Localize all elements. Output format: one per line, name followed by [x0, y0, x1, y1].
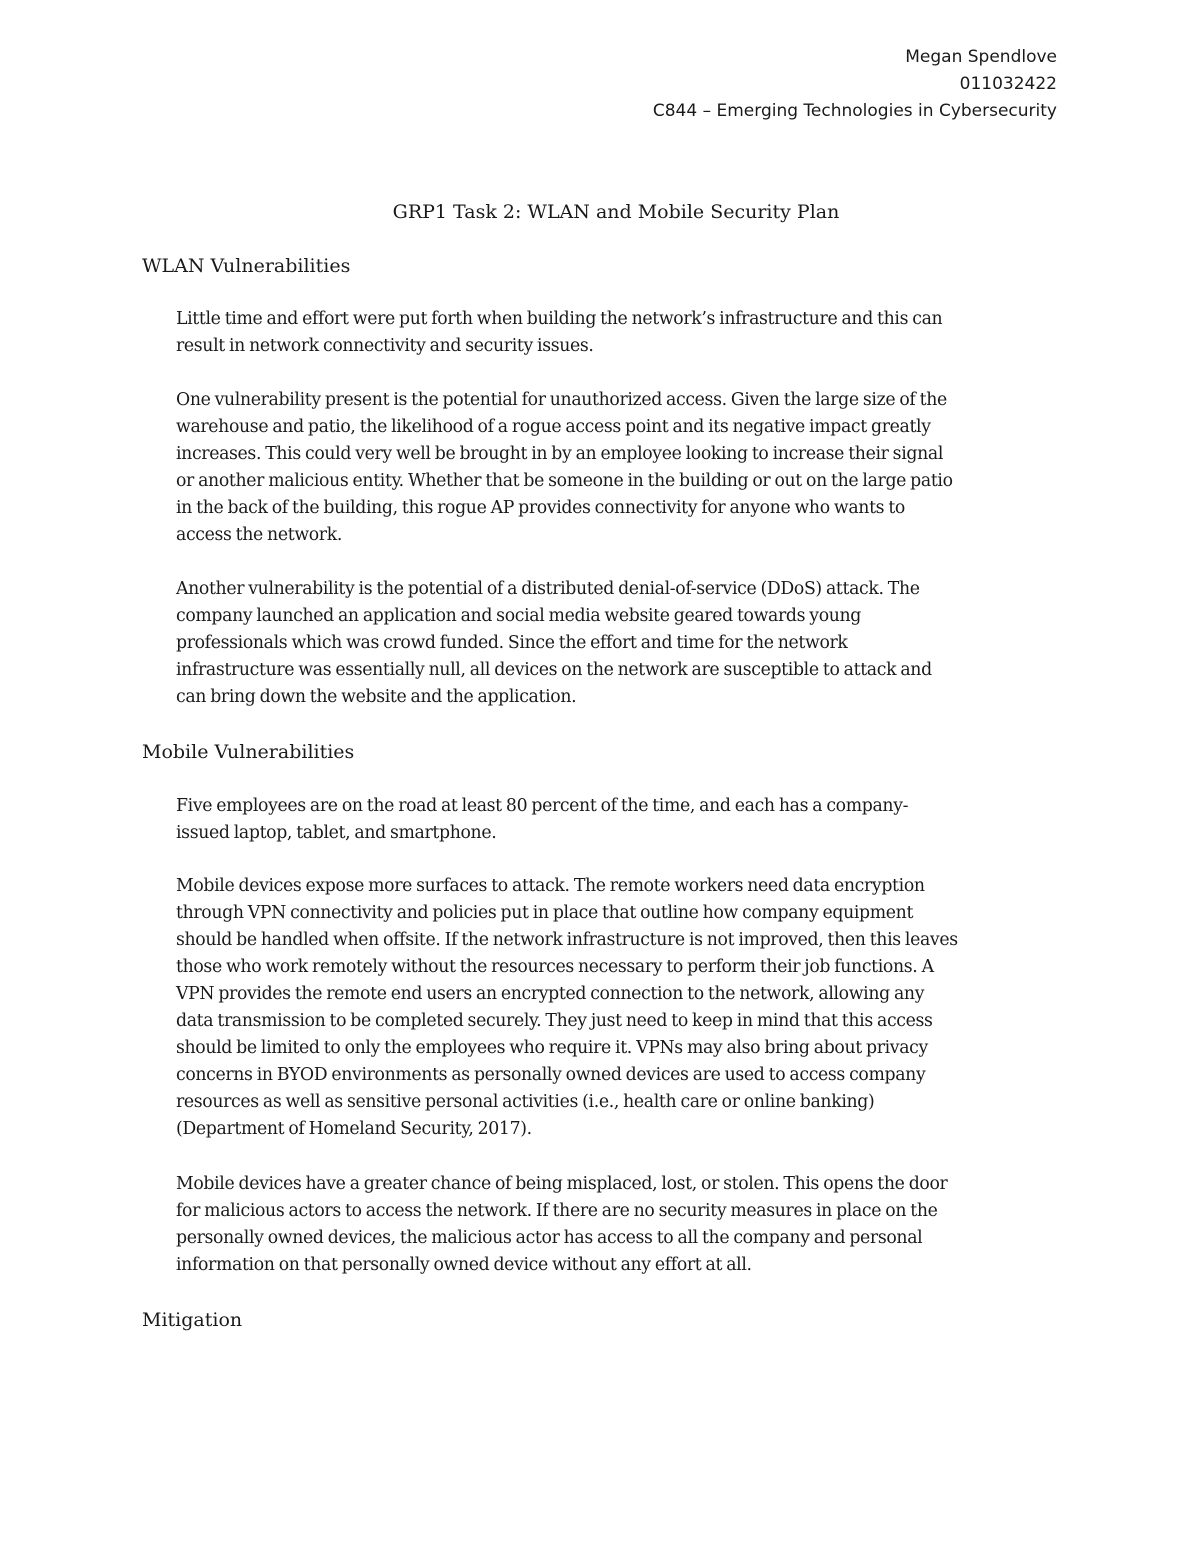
paragraph-line: access the network.: [176, 525, 342, 545]
paragraph-line: or another malicious entity. Whether that be someone in the building or out on the large patio: [176, 471, 953, 491]
paragraph-line: infrastructure was essentially null, all devices on the network are susceptible to attack and: [176, 660, 932, 680]
paragraph: [176, 576, 1076, 711]
paragraph-line: Another vulnerability is the potential of a distributed denial-of-service (DDoS) attack. The: [176, 579, 920, 599]
section-heading-mobile-vulnerabilities: Mobile Vulnerabilities: [142, 741, 355, 763]
paragraph-line: Little time and effort were put forth when building the network’s infrastructure and this can: [176, 309, 943, 329]
paragraph-line: those who work remotely without the resources necessary to perform their job functions. A: [176, 957, 934, 977]
course-name: C844 – Emerging Technologies in Cybersecurity: [652, 101, 1057, 121]
paragraph-line: increases. This could very well be brought in by an employee looking to increase their signal: [176, 444, 943, 464]
paragraph-line: issued laptop, tablet, and smartphone.: [176, 823, 497, 843]
paragraph-line: data transmission to be completed securely. They just need to keep in mind that this access: [176, 1011, 933, 1031]
section-heading-mitigation: Mitigation: [142, 1309, 243, 1331]
paragraph-line: result in network connectivity and security issues.: [176, 336, 594, 356]
section-heading-wlan-vulnerabilities: WLAN Vulnerabilities: [142, 255, 351, 277]
paragraph-line: should be handled when offsite. If the network infrastructure is not improved, then this leaves: [176, 930, 958, 950]
paragraph-line: can bring down the website and the application.: [176, 687, 577, 707]
paragraph-line: One vulnerability present is the potential for unauthorized access. Given the large size of the: [176, 390, 947, 410]
document-title: GRP1 Task 2: WLAN and Mobile Security Plan: [392, 201, 840, 223]
paragraph-line: Mobile devices expose more surfaces to attack. The remote workers need data encryption: [176, 876, 925, 896]
paragraph: [176, 793, 1076, 847]
paragraph: [176, 873, 1076, 1143]
paragraph-line: (Department of Homeland Security, 2017).: [176, 1119, 532, 1139]
paragraph-line: Five employees are on the road at least 80 percent of the time, and each has a company-: [176, 796, 909, 816]
paragraph: [176, 306, 1076, 360]
author-name: Megan Spendlove: [905, 47, 1057, 67]
paragraph-line: concerns in BYOD environments as personally owned devices are used to access company: [176, 1065, 926, 1085]
paragraph-line: warehouse and patio, the likelihood of a rogue access point and its negative impact greatly: [176, 417, 931, 437]
paragraph-line: VPN provides the remote end users an encrypted connection to the network, allowing any: [176, 984, 925, 1004]
paragraph-line: through VPN connectivity and policies put in place that outline how company equipment: [176, 903, 914, 923]
paragraph-line: professionals which was crowd funded. Since the effort and time for the network: [176, 633, 848, 653]
paragraph-line: resources as well as sensitive personal activities (i.e., health care or online banking): [176, 1092, 875, 1112]
paragraph-line: should be limited to only the employees who require it. VPNs may also bring about privacy: [176, 1038, 928, 1058]
paragraph-line: information on that personally owned device without any effort at all.: [176, 1255, 752, 1275]
student-id: 011032422: [959, 74, 1057, 94]
paragraph: [176, 387, 1076, 549]
paragraph-line: in the back of the building, this rogue AP provides connectivity for anyone who wants to: [176, 498, 905, 518]
paragraph-line: company launched an application and social media website geared towards young: [176, 606, 862, 626]
paragraph: [176, 1171, 1076, 1279]
document-header: [653, 44, 1057, 125]
paragraph-line: personally owned devices, the malicious actor has access to all the company and personal: [176, 1228, 923, 1248]
paragraph-line: for malicious actors to access the network. If there are no security measures in place on the: [176, 1201, 938, 1221]
paragraph-line: Mobile devices have a greater chance of being misplaced, lost, or stolen. This opens the door: [176, 1174, 948, 1194]
